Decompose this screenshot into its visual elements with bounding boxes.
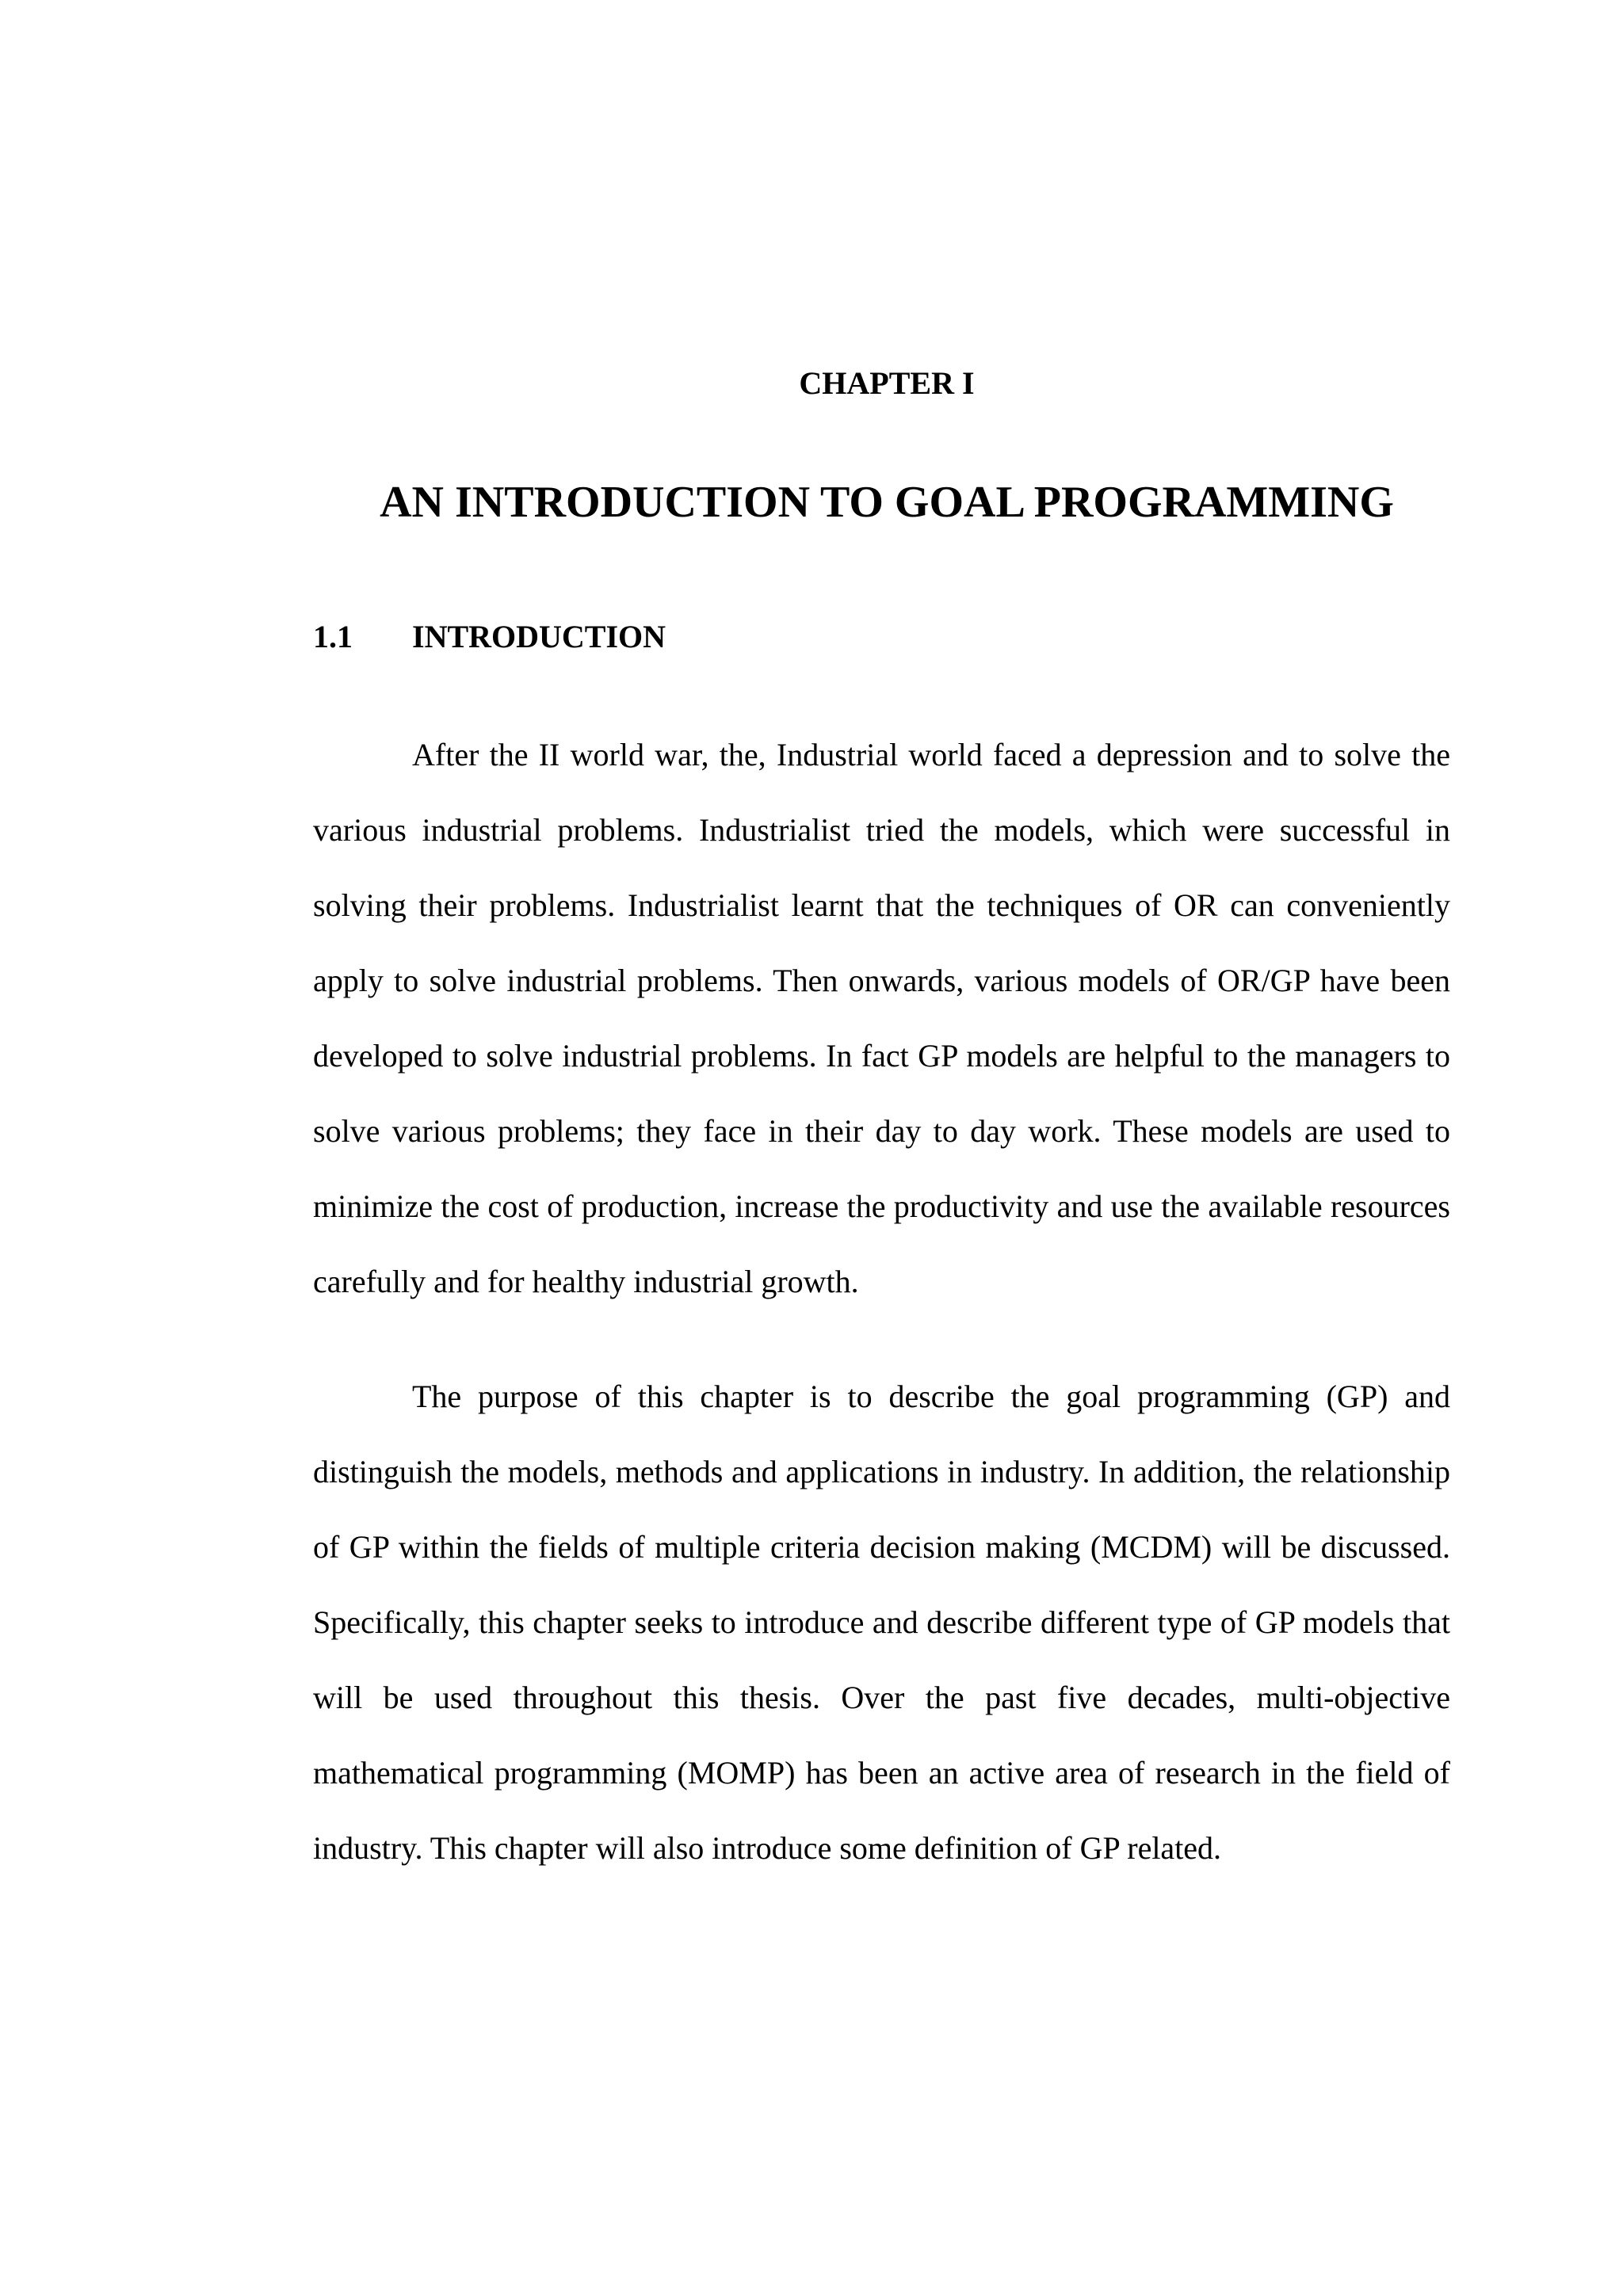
section-number: 1.1 <box>313 619 353 654</box>
chapter-label: CHAPTER I <box>799 365 975 401</box>
chapter-title: AN INTRODUCTION TO GOAL PROGRAMMING <box>380 478 1394 527</box>
section-title: INTRODUCTION <box>412 619 666 654</box>
body-paragraph-1: After the II world war, the, Industrial world faced a depression and to solve the various industrial problems. Industrialist tried the models, which were successful in solving their problems. Industrialist learnt that the techniques of OR can conveniently apply to solve industrial problems. Then onwards, various models of OR/GP have been developed to solve industrial problems. In fact GP models are helpful to the managers to solve various problems; they face in their day to day work. These models are used to minimize the cost of production, increase the productivity and use the available resources carefully and for healthy industrial growth. <box>313 737 1450 1299</box>
body-paragraph-2: The purpose of this chapter is to describe the goal programming (GP) and distinguish the models, methods and applications in industry. In addition, the relationship of GP within the fields of multiple criteria decision making (MCDM) will be discussed. Specifically, this chapter seeks to introduce and describe different type of GP models that will be used throughout this thesis. Over the past five decades, multi-objective mathematical programming (MOMP) has been an active area of research in the field of industry. This chapter will also introduce some definition of GP related. <box>313 1379 1450 1866</box>
section-heading <box>313 618 666 656</box>
